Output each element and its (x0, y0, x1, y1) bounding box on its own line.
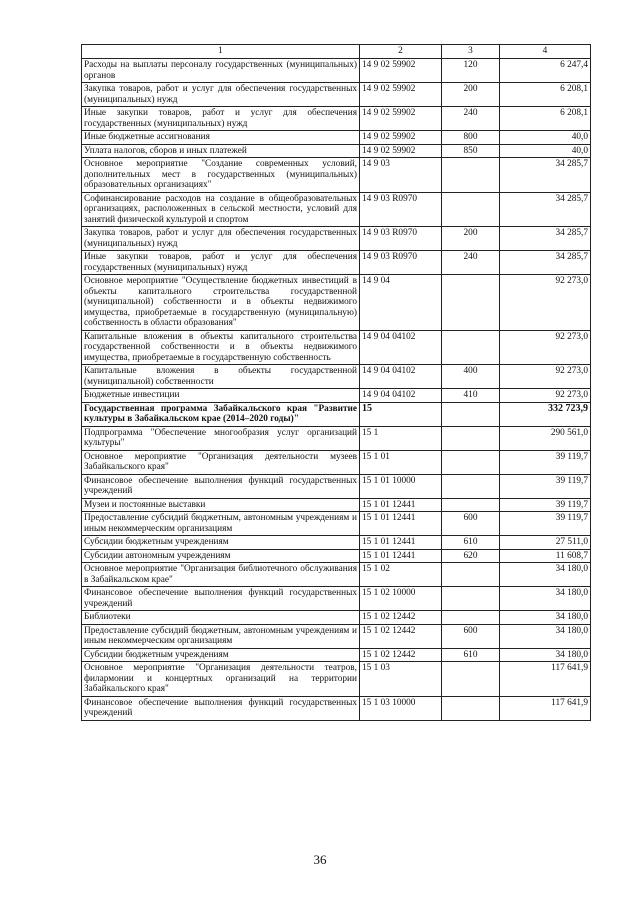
row-code-cell: 14 9 02 59902 (360, 144, 442, 158)
row-code-cell: 14 9 02 59902 (360, 59, 442, 83)
row-name-cell: Иные бюджетные ассигнования (82, 131, 360, 145)
row-name-cell: Софинансирование расходов на создание в общеобразовательных организациях, расположенных в сельской местности, условий для занятий физической культурой и спортом (82, 192, 360, 227)
row-name-cell: Основное мероприятие "Создание современных условий, дополнительных мест в государственных (муниципальных) образовательных организациях" (82, 158, 360, 193)
row-code-cell: 15 (360, 402, 442, 426)
row-code-cell: 15 1 01 12441 (360, 512, 442, 536)
row-code-cell: 15 1 01 12441 (360, 536, 442, 550)
row-name-cell: Иные закупки товаров, работ и услуг для обеспечения государственных (муниципальных) нужд (82, 251, 360, 275)
row-code-cell: 14 9 04 04102 (360, 330, 442, 365)
table-header-row (82, 45, 591, 59)
row-code-cell: 14 9 04 04102 (360, 389, 442, 403)
row-name-cell: Закупка товаров, работ и услуг для обеспечения государственных (муниципальных) нужд (82, 83, 360, 107)
row-name-cell: Предоставление субсидий бюджетным, автономным учреждениям и иным некоммерческим организациям (82, 512, 360, 536)
header-col-4: 4 (500, 45, 591, 59)
row-code-cell: 15 1 01 12441 (360, 498, 442, 512)
row-type-cell: 410 (442, 389, 500, 403)
row-sum-cell: 11 608,7 (500, 549, 591, 563)
row-type-cell (442, 275, 500, 331)
row-code-cell: 15 1 03 10000 (360, 696, 442, 720)
row-name-cell: Расходы на выплаты персоналу государственных (муниципальных) органов (82, 59, 360, 83)
row-code-cell: 14 9 03 (360, 158, 442, 193)
row-name-cell: Финансовое обеспечение выполнения функций государственных учреждений (82, 474, 360, 498)
row-sum-cell: 39 119,7 (500, 512, 591, 536)
row-code-cell: 14 9 02 59902 (360, 107, 442, 131)
row-sum-cell: 27 511,0 (500, 536, 591, 550)
row-name-cell: Основное мероприятие "Организация деятельности театров, филармонии и концертных организаций на территории Забайкальского края" (82, 662, 360, 697)
table-row (82, 192, 591, 227)
row-sum-cell: 34 180,0 (500, 648, 591, 662)
table-row (82, 624, 591, 648)
row-name-cell: Финансовое обеспечение выполнения функций государственных учреждений (82, 696, 360, 720)
row-name-cell: Финансовое обеспечение выполнения функций государственных учреждений (82, 587, 360, 611)
table-row (82, 450, 591, 474)
row-type-cell (442, 587, 500, 611)
table-row (82, 402, 591, 426)
row-name-cell: Иные закупки товаров, работ и услуг для обеспечения государственных (муниципальных) нужд (82, 107, 360, 131)
row-code-cell: 15 1 01 (360, 450, 442, 474)
row-type-cell (442, 450, 500, 474)
table-row (82, 474, 591, 498)
table-row (82, 131, 591, 145)
table-row (82, 389, 591, 403)
table-row (82, 549, 591, 563)
table-row (82, 587, 591, 611)
row-code-cell: 14 9 04 (360, 275, 442, 331)
row-name-cell: Библиотеки (82, 611, 360, 625)
row-sum-cell: 39 119,7 (500, 450, 591, 474)
table-row (82, 512, 591, 536)
row-type-cell (442, 563, 500, 587)
row-sum-cell: 92 273,0 (500, 275, 591, 331)
table-row (82, 144, 591, 158)
row-name-cell: Капитальные вложения в объекты государственной (муниципальной) собственности (82, 365, 360, 389)
row-type-cell: 200 (442, 83, 500, 107)
row-sum-cell: 6 208,1 (500, 107, 591, 131)
row-type-cell (442, 498, 500, 512)
table-row (82, 275, 591, 331)
row-name-cell: Государственная программа Забайкальского края "Развитие культуры в Забайкальском крае (2014–2020 годы)" (82, 402, 360, 426)
table-row (82, 251, 591, 275)
row-sum-cell: 34 180,0 (500, 587, 591, 611)
table-row (82, 59, 591, 83)
row-type-cell: 800 (442, 131, 500, 145)
row-name-cell: Подпрограмма "Обеспечение многообразия услуг организаций культуры" (82, 426, 360, 450)
row-name-cell: Бюджетные инвестиции (82, 389, 360, 403)
row-code-cell: 15 1 02 12442 (360, 648, 442, 662)
table-row (82, 330, 591, 365)
table-row (82, 498, 591, 512)
row-code-cell: 15 1 01 10000 (360, 474, 442, 498)
row-code-cell: 14 9 03 R0970 (360, 251, 442, 275)
row-name-cell: Субсидии бюджетным учреждениям (82, 536, 360, 550)
row-type-cell: 850 (442, 144, 500, 158)
row-sum-cell: 92 273,0 (500, 365, 591, 389)
row-sum-cell: 34 180,0 (500, 624, 591, 648)
row-type-cell: 200 (442, 227, 500, 251)
row-code-cell: 14 9 03 R0970 (360, 227, 442, 251)
row-type-cell (442, 426, 500, 450)
row-type-cell (442, 402, 500, 426)
row-sum-cell: 39 119,7 (500, 474, 591, 498)
row-type-cell: 620 (442, 549, 500, 563)
header-col-2: 2 (360, 45, 442, 59)
table-row (82, 536, 591, 550)
row-code-cell: 15 1 01 12441 (360, 549, 442, 563)
row-sum-cell: 34 285,7 (500, 192, 591, 227)
row-type-cell (442, 158, 500, 193)
budget-sheet (81, 44, 591, 721)
row-sum-cell: 34 285,7 (500, 158, 591, 193)
row-type-cell (442, 611, 500, 625)
row-code-cell: 15 1 02 12442 (360, 611, 442, 625)
table-row (82, 662, 591, 697)
row-code-cell: 15 1 02 (360, 563, 442, 587)
row-sum-cell: 34 180,0 (500, 563, 591, 587)
table-row (82, 227, 591, 251)
row-sum-cell: 117 641,9 (500, 662, 591, 697)
row-type-cell: 600 (442, 512, 500, 536)
row-name-cell: Основное мероприятие "Организация библиотечного обслуживания в Забайкальском крае" (82, 563, 360, 587)
row-sum-cell: 6 208,1 (500, 83, 591, 107)
row-name-cell: Уплата налогов, сборов и иных платежей (82, 144, 360, 158)
row-type-cell: 240 (442, 251, 500, 275)
table-row (82, 696, 591, 720)
table-row (82, 648, 591, 662)
row-type-cell (442, 192, 500, 227)
row-sum-cell: 332 723,9 (500, 402, 591, 426)
table-row (82, 426, 591, 450)
row-sum-cell: 40,0 (500, 131, 591, 145)
row-code-cell: 14 9 02 59902 (360, 131, 442, 145)
table-row (82, 107, 591, 131)
row-type-cell: 610 (442, 648, 500, 662)
row-sum-cell: 34 285,7 (500, 251, 591, 275)
table-body (82, 59, 591, 721)
row-type-cell: 400 (442, 365, 500, 389)
row-code-cell: 15 1 (360, 426, 442, 450)
header-col-1: 1 (82, 45, 360, 59)
row-name-cell: Капитальные вложения в объекты капитального строительства государственной собственности и в объекты недвижимого имущества, приобретаемые в государственную собственность (82, 330, 360, 365)
row-type-cell: 610 (442, 536, 500, 550)
row-sum-cell: 117 641,9 (500, 696, 591, 720)
row-sum-cell: 40,0 (500, 144, 591, 158)
table-row (82, 83, 591, 107)
row-type-cell (442, 330, 500, 365)
row-name-cell: Основное мероприятие "Осуществление бюджетных инвестиций в объекты капитального строительства государственной (муниципальной) собственности и в объекты недвижимого имущества, приобретаемые в государственную (муниципальную) собственность в области образования" (82, 275, 360, 331)
row-sum-cell: 6 247,4 (500, 59, 591, 83)
row-type-cell: 120 (442, 59, 500, 83)
table-row (82, 611, 591, 625)
row-sum-cell: 92 273,0 (500, 389, 591, 403)
row-sum-cell: 290 561,0 (500, 426, 591, 450)
row-name-cell: Основное мероприятие "Организация деятельности музеев Забайкальского края" (82, 450, 360, 474)
row-code-cell: 14 9 04 04102 (360, 365, 442, 389)
row-type-cell: 600 (442, 624, 500, 648)
row-name-cell: Музеи и постоянные выставки (82, 498, 360, 512)
row-sum-cell: 92 273,0 (500, 330, 591, 365)
row-type-cell (442, 696, 500, 720)
row-name-cell: Предоставление субсидий бюджетным, автономным учреждениям и иным некоммерческим организациям (82, 624, 360, 648)
row-name-cell: Субсидии автономным учреждениям (82, 549, 360, 563)
row-code-cell: 15 1 03 (360, 662, 442, 697)
row-sum-cell: 39 119,7 (500, 498, 591, 512)
header-col-3: 3 (442, 45, 500, 59)
row-name-cell: Закупка товаров, работ и услуг для обеспечения государственных (муниципальных) нужд (82, 227, 360, 251)
row-code-cell: 14 9 02 59902 (360, 83, 442, 107)
budget-table (81, 44, 591, 721)
row-code-cell: 15 1 02 10000 (360, 587, 442, 611)
table-row (82, 365, 591, 389)
row-sum-cell: 34 180,0 (500, 611, 591, 625)
row-sum-cell: 34 285,7 (500, 227, 591, 251)
row-code-cell: 15 1 02 12442 (360, 624, 442, 648)
table-row (82, 158, 591, 193)
row-name-cell: Субсидии бюджетным учреждениям (82, 648, 360, 662)
row-type-cell (442, 662, 500, 697)
table-row (82, 563, 591, 587)
row-type-cell (442, 474, 500, 498)
row-code-cell: 14 9 03 R0970 (360, 192, 442, 227)
row-type-cell: 240 (442, 107, 500, 131)
page-number: 36 (313, 852, 327, 867)
